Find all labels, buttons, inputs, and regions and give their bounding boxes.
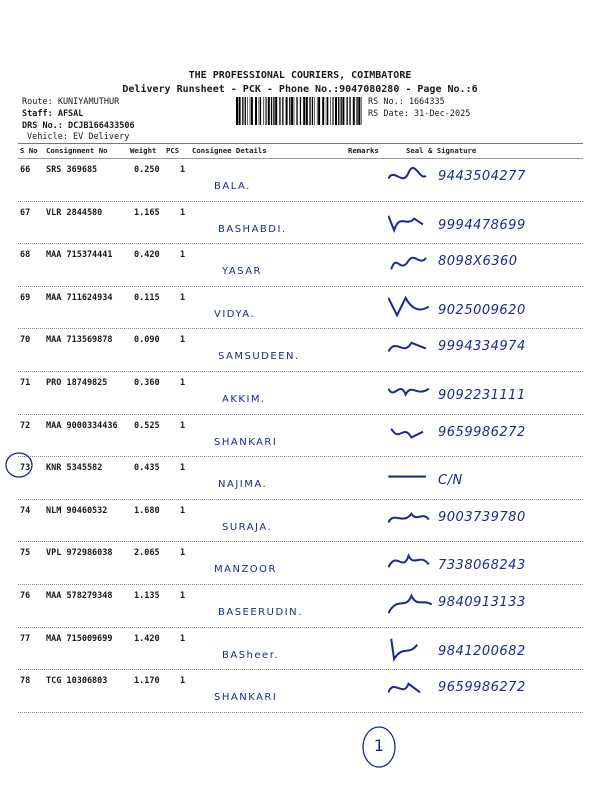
weight: 0.435 bbox=[134, 463, 160, 474]
consignment-no: PRO 18749825 bbox=[46, 377, 108, 388]
recipient-phone: 9003739780 bbox=[438, 509, 526, 525]
recipient-phone: 7338068243 bbox=[438, 558, 526, 574]
weight: 1.165 bbox=[134, 207, 160, 218]
rs-date: RS Date: 31-Dec-2025 bbox=[368, 109, 471, 119]
recipient-phone: 9659986272 bbox=[438, 424, 526, 440]
pcs: 1 bbox=[180, 250, 186, 261]
consignment-no: NLM 90460532 bbox=[46, 505, 108, 516]
weight: 0.090 bbox=[134, 335, 160, 346]
runsheet-table bbox=[18, 143, 583, 713]
signature-mark bbox=[388, 636, 432, 662]
consignee-name: BASEERUDIN. bbox=[218, 606, 303, 618]
sno: 66 bbox=[20, 165, 31, 175]
pcs: 1 bbox=[180, 292, 186, 303]
consignee-name: BALA. bbox=[214, 181, 251, 192]
pcs: 1 bbox=[180, 676, 186, 687]
weight: 0.250 bbox=[134, 165, 160, 175]
weight: 0.115 bbox=[134, 292, 160, 303]
consignee-name: SHANKARI bbox=[214, 692, 278, 704]
pcs: 1 bbox=[180, 377, 186, 388]
recipient-phone: C/N bbox=[438, 473, 463, 489]
consignee-name: NAJIMA. bbox=[218, 479, 268, 491]
signature-mark bbox=[388, 380, 432, 406]
table-row bbox=[18, 415, 583, 458]
pcs: 1 bbox=[180, 207, 186, 218]
col-pcs: PCS bbox=[166, 146, 180, 155]
consignee-name: YASAR bbox=[222, 266, 262, 278]
table-header bbox=[18, 144, 583, 159]
signature-mark bbox=[388, 210, 432, 236]
sno: 73 bbox=[20, 463, 31, 474]
sno: 68 bbox=[20, 250, 31, 261]
consignee-name: SHANKARI bbox=[214, 436, 278, 448]
consignment-no: MAA 713569878 bbox=[46, 335, 113, 346]
table-row bbox=[18, 628, 583, 671]
table-row bbox=[18, 670, 583, 713]
page-number-mark: 1 bbox=[373, 736, 385, 755]
weight: 1.135 bbox=[134, 590, 160, 601]
sno: 78 bbox=[20, 676, 31, 687]
company-title: THE PROFESSIONAL COURIERS, COIMBATORE bbox=[188, 70, 412, 81]
col-consignee: Consignee Details bbox=[192, 146, 267, 155]
col-sno: S No bbox=[20, 146, 38, 155]
consignment-no: MAA 578279348 bbox=[46, 590, 113, 601]
consignment-no: VLR 2844580 bbox=[46, 207, 103, 218]
pcs: 1 bbox=[180, 505, 186, 516]
sno: 77 bbox=[20, 633, 31, 644]
weight: 1.170 bbox=[134, 676, 160, 687]
recipient-phone: 8098X6360 bbox=[438, 254, 518, 270]
weight: 2.065 bbox=[134, 548, 160, 559]
recipient-phone: 9994334974 bbox=[438, 339, 526, 355]
pcs: 1 bbox=[180, 165, 186, 175]
table-row bbox=[18, 585, 583, 628]
table-row bbox=[18, 457, 583, 500]
recipient-phone: 9659986272 bbox=[438, 680, 526, 696]
signature-mark bbox=[388, 423, 432, 449]
pcs: 1 bbox=[180, 548, 186, 559]
table-row bbox=[18, 542, 583, 585]
signature-mark bbox=[388, 337, 432, 363]
vehicle-label: Vehicle: EV Delivery bbox=[27, 132, 130, 142]
consignment-no: MAA 711624934 bbox=[46, 292, 113, 303]
col-weight: Weight bbox=[130, 146, 157, 155]
consignee-name: MANZOOR bbox=[214, 564, 277, 576]
weight: 0.420 bbox=[134, 250, 160, 261]
route-label: Route: KUNIYAMUTHUR bbox=[22, 97, 120, 107]
sno: 74 bbox=[20, 505, 31, 516]
sno: 69 bbox=[20, 292, 31, 303]
consignment-no: VPL 972986038 bbox=[46, 548, 113, 559]
weight: 1.680 bbox=[134, 505, 160, 516]
weight: 1.420 bbox=[134, 633, 160, 644]
pcs: 1 bbox=[180, 633, 186, 644]
consignment-no: MAA 9000334436 bbox=[46, 420, 118, 431]
table-row bbox=[18, 244, 583, 287]
table-row bbox=[18, 372, 583, 415]
rs-number: RS No.: 1664335 bbox=[368, 97, 445, 107]
drs-number: DRS No.: DCJB166433506 bbox=[22, 121, 135, 131]
consignee-name: AKKIM. bbox=[222, 393, 266, 405]
signature-mark bbox=[388, 167, 432, 193]
table-row bbox=[18, 287, 583, 330]
signature-mark bbox=[388, 465, 432, 491]
weight: 0.360 bbox=[134, 377, 160, 388]
signature-mark bbox=[388, 550, 432, 576]
pcs: 1 bbox=[180, 463, 186, 474]
consignee-name: BASheer. bbox=[222, 649, 280, 661]
recipient-phone: 9840913133 bbox=[438, 594, 526, 610]
table-row bbox=[18, 500, 583, 543]
recipient-phone: 9841200682 bbox=[438, 643, 526, 659]
recipient-phone: 9025009620 bbox=[438, 302, 526, 318]
sno: 67 bbox=[20, 207, 31, 218]
consignment-no: SRS 369685 bbox=[46, 165, 98, 175]
signature-mark bbox=[388, 593, 432, 619]
pcs: 1 bbox=[180, 335, 186, 346]
col-consignment: Consignment No bbox=[46, 146, 108, 155]
table-row bbox=[18, 329, 583, 372]
consignee-name: VIDYA. bbox=[214, 308, 256, 320]
table-row bbox=[18, 202, 583, 245]
signature-mark bbox=[388, 252, 432, 278]
consignee-name: SAMSUDEEN. bbox=[218, 351, 300, 363]
sno: 71 bbox=[20, 377, 31, 388]
col-seal: Seal & Signature bbox=[406, 146, 477, 155]
table-row bbox=[18, 159, 583, 202]
signature-mark bbox=[388, 295, 432, 321]
recipient-phone: 9092231111 bbox=[438, 387, 526, 403]
table-body bbox=[18, 159, 583, 713]
consignee-name: SURAJA. bbox=[222, 521, 273, 533]
sno: 75 bbox=[20, 548, 31, 559]
row-73-circle-mark bbox=[4, 450, 34, 480]
consignment-no: KNR 5345582 bbox=[46, 463, 103, 474]
pcs: 1 bbox=[180, 590, 186, 601]
recipient-phone: 9443504277 bbox=[438, 169, 526, 184]
sno: 76 bbox=[20, 590, 31, 601]
consignment-no: MAA 715374441 bbox=[46, 250, 113, 261]
sno: 72 bbox=[20, 420, 31, 431]
pcs: 1 bbox=[180, 420, 186, 431]
recipient-phone: 9994478699 bbox=[438, 217, 526, 233]
col-remarks: Remarks bbox=[348, 146, 379, 155]
staff-label: Staff: AFSAL bbox=[22, 109, 84, 119]
sno: 70 bbox=[20, 335, 31, 346]
barcode-icon bbox=[236, 97, 364, 125]
signature-mark bbox=[388, 508, 432, 534]
consignee-name: BASHABDI. bbox=[218, 223, 287, 235]
weight: 0.525 bbox=[134, 420, 160, 431]
runsheet-subtitle: Delivery Runsheet - PCK - Phone No.:9047080280 - Page No.:6 bbox=[122, 84, 478, 95]
consignment-no: TCG 10306803 bbox=[46, 676, 108, 687]
signature-mark bbox=[388, 678, 432, 704]
consignment-no: MAA 715009699 bbox=[46, 633, 113, 644]
